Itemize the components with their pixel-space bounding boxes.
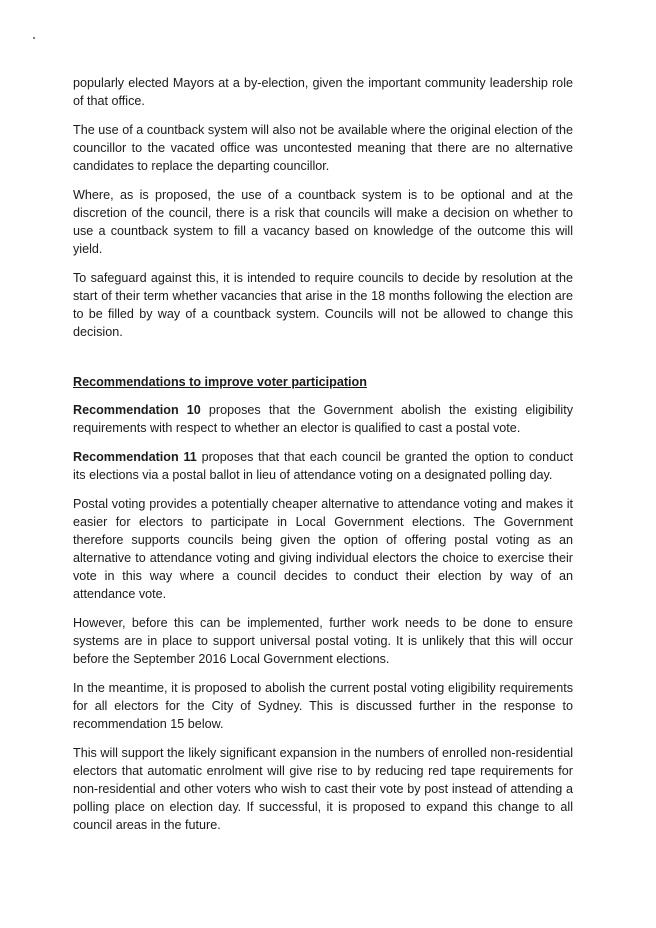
document-body: [73, 74, 573, 845]
paragraph-recommendation-11: [73, 448, 573, 484]
paragraph-expansion: This will support the likely significant expansion in the numbers of enrolled non-residential electors that automatic enrolment will give rise to by reducing red tape requirements for non-residential and other voters who wish to cast their vote by post instead of attending a polling place on election day. If successful, it is proposed to expand this change to all council areas in the future.: [73, 746, 573, 832]
recommendation-10-text: proposes that the Government abolish the existing eligibility requirements with respect to whether an elector is qualified to cast a postal vote.: [73, 403, 574, 435]
recommendation-10-label: Recommendation 10: [73, 403, 201, 417]
paragraph-uncontested: The use of a countback system will also not be available where the original election of the councillor to the vacated office was uncontested meaning that there are no alternative candidates to replace the departing councillor.: [73, 123, 573, 173]
paragraph-meantime: In the meantime, it is proposed to abolish the current postal voting eligibility requirements for all electors for the City of Sydney. This is discussed further in the response to recommendation 15 below.: [73, 681, 573, 731]
paragraph-implementation: However, before this can be implemented, further work needs to be done to ensure systems are in place to support universal postal voting. It is unlikely that this will occur before the September 2016 Local Government elections.: [73, 616, 573, 666]
recommendation-11-text: proposes that that each council be granted the option to conduct its elections via a postal ballot in lieu of attendance voting on a designated polling day.: [73, 450, 573, 482]
paragraph-recommendation-10: [73, 401, 573, 437]
scan-speck: [33, 37, 35, 39]
section-heading: Recommendations to improve voter participation: [73, 375, 367, 389]
paragraph-discretion: Where, as is proposed, the use of a countback system is to be optional and at the discretion of the council, there is a risk that councils will make a decision on whether to use a countback system to fill a vacancy based on knowledge of the outcome this will yield.: [73, 188, 573, 256]
paragraph-postal-voting: Postal voting provides a potentially cheaper alternative to attendance voting and makes it easier for electors to participate in Local Government elections. The Government therefore supports councils being given the option of offering postal voting as an alternative to attendance voting and giving individual electors the choice to exercise their vote in this way where a council decides to conduct their election by way of an attendance vote.: [73, 497, 573, 601]
recommendation-11-label: Recommendation 11: [73, 450, 197, 464]
paragraph-mayors: popularly elected Mayors at a by-election, given the important community leadership role of that office.: [73, 76, 573, 108]
paragraph-safeguard: To safeguard against this, it is intended to require councils to decide by resolution at the start of their term whether vacancies that arise in the 18 months following the election are to be filled by way of a countback system. Councils will not be allowed to change this decision.: [73, 271, 573, 339]
